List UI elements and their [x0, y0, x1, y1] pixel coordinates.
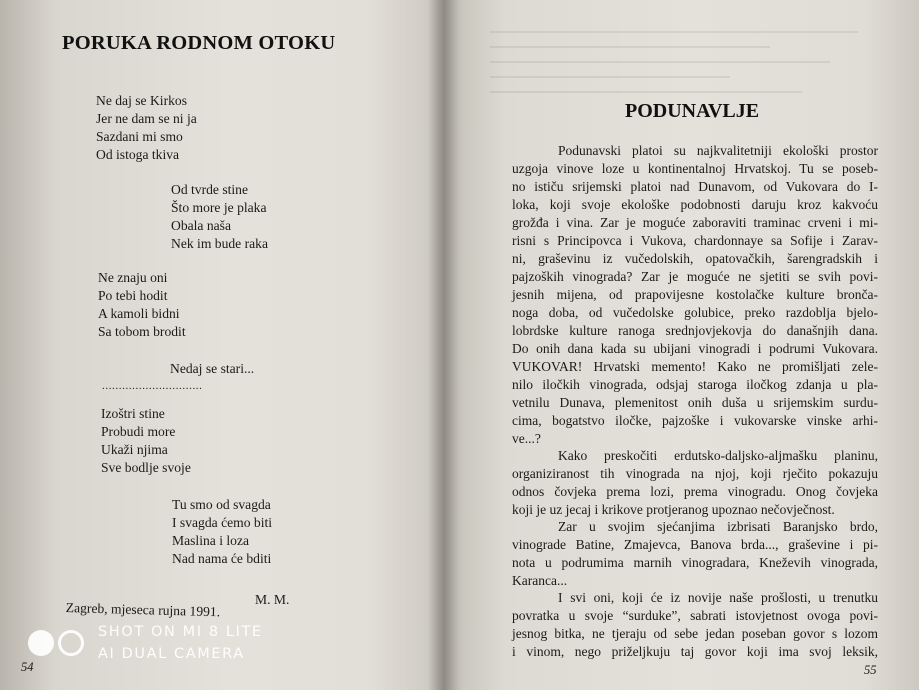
prose-line: organiziranost tih vinograda na njoj, koji rječito pokazuju	[512, 466, 878, 481]
poem-line: Nek im bude raka	[171, 236, 269, 252]
prose-line: noga doba, od vučedolske golubice, preko razdoblja bjelo-	[512, 305, 878, 320]
prose-line: jesnog bitka, ne tjeraju od sebe jedan poseban govor s lozom	[512, 626, 878, 641]
prose-line: Podunavski platoi su najkvalitetniji ekološki prostor	[558, 143, 878, 158]
poem-line: Od tvrde stine	[171, 182, 249, 197]
poem-line: Sve bodlje svoje	[101, 460, 191, 476]
author-signature: M. M.	[255, 592, 290, 607]
poem-line: Sa tobom brodit	[98, 324, 186, 340]
prose-line: pajzoških vinograda? Zar je moguće ne sjetiti se svih povi-	[512, 269, 878, 284]
prose-line: risni s Principovca i Vukova, chardonnaye sa Sofije i Zarav-	[512, 233, 878, 248]
poem-line: Izoštri stine	[101, 406, 165, 421]
prose-line: i vinom, nego priželjkuju taj govor koji ima svoj leksik,	[512, 644, 878, 659]
prose-line: vetnilu Dunava, plemenitost onih duša u srijemskim surdu-	[512, 395, 878, 410]
prose-line: jesnih mijena, od prapovijesne kostolačke kulture bronča-	[512, 287, 878, 302]
poem-line: Jer ne dam se ni ja	[96, 111, 197, 127]
prose-line: lobrdske kulture ranoga srednjovjekovja do današnjih dana.	[512, 323, 878, 338]
poem-line: Tu smo od svagda	[172, 497, 271, 512]
poem-line: Ne znaju oni	[98, 270, 168, 285]
poem-line: Sazdani mi smo	[96, 129, 183, 145]
poem-line: Ne daj se Kirkos	[96, 93, 187, 108]
prose-line: loka, koji svoje ekološke podobnosti daruju kroz kakvoću	[512, 197, 878, 212]
poem-line: Od istoga tkiva	[96, 147, 180, 163]
prose-line: no ističu srijemski platoi nad Dunavom, od Vukovara do I-	[512, 179, 878, 194]
poem-line: Po tebi hodit	[98, 288, 168, 304]
poem-line: Nad nama će bditi	[172, 551, 272, 567]
prose-line: odnos čovjeka prema lozi, prema vinogradu. Onog čovjeka	[512, 484, 878, 499]
prose-line: grožđa i vina. Zar je moguće zaboraviti traminac crveni i mi-	[512, 215, 878, 230]
poem-title: PORUKA RODNOM OTOKU	[62, 32, 336, 54]
poem-line: Ukaži njima	[101, 442, 168, 458]
prose-line: koji je uz jecaj i krikove protjeranog upoznao nečovječnost.	[512, 502, 835, 517]
prose-line: Kako preskočiti erdutsko-daljsko-aljmašku planinu,	[558, 448, 878, 463]
dotted-separator: ..............................	[102, 380, 203, 392]
prose-line: Zar u svojim sjećanjima izbrisati Baranjsko brdo,	[558, 519, 878, 534]
prose-line: povratka u svoje “surduke”, sabrati istovjetnost ovoga povi-	[512, 608, 878, 623]
prose-line: VUKOVAR! Hrvatski memento! Kako ne promišljati zele-	[512, 359, 878, 374]
prose-line: ve...?	[512, 431, 541, 446]
place-and-date: Zagreb, mjeseca rujna 1991.	[65, 600, 221, 620]
prose-line: ni, graševinu iz vučedolskih, opatovačkih, šarengradskih i	[512, 251, 878, 266]
poem-line: Što more je plaka	[171, 200, 267, 216]
watermark-line-1: SHOT ON MI 8 LITE	[98, 624, 263, 640]
poem-line: Probudi more	[101, 424, 176, 440]
poem-line: Nedaj se stari...	[170, 361, 255, 376]
poem-line: A kamoli bidni	[98, 306, 180, 322]
prose-line: nota u podrumima marnih vinogradara, Kneževih vinograda,	[512, 555, 878, 570]
prose-line: uzgoja vinove loze u kontinentalnoj Hrvatskoj. Tu se poseb-	[512, 161, 878, 176]
poem-line: Obala naša	[171, 218, 232, 234]
prose-title: PODUNAVLJE	[625, 100, 760, 122]
poem-line: Maslina i loza	[172, 533, 250, 549]
prose-line: Karanca...	[512, 573, 568, 588]
page-number-right: 55	[864, 663, 877, 677]
prose-line: I svi oni, koji će iz novije naše prošlosti, u trenutku	[558, 590, 878, 605]
poem-line: I svagda ćemo biti	[172, 515, 273, 531]
watermark-line-2: AI DUAL CAMERA	[98, 646, 245, 662]
prose-line: vinograde Batine, Zmajevca, Banova brda..., graševine i pi-	[512, 537, 878, 552]
page-number-left: 54	[21, 660, 34, 674]
prose-line: cima, bogatstvo iločke, pajzoške i vukovarske vinske arhi-	[512, 413, 878, 428]
prose-line: Do onih dana kada su ubijani vinogradi i podrumi Vukovara.	[512, 341, 878, 356]
prose-line: nilo iločkih vinograda, odsjaj staroga iločkog zdanja u pla-	[512, 377, 878, 392]
